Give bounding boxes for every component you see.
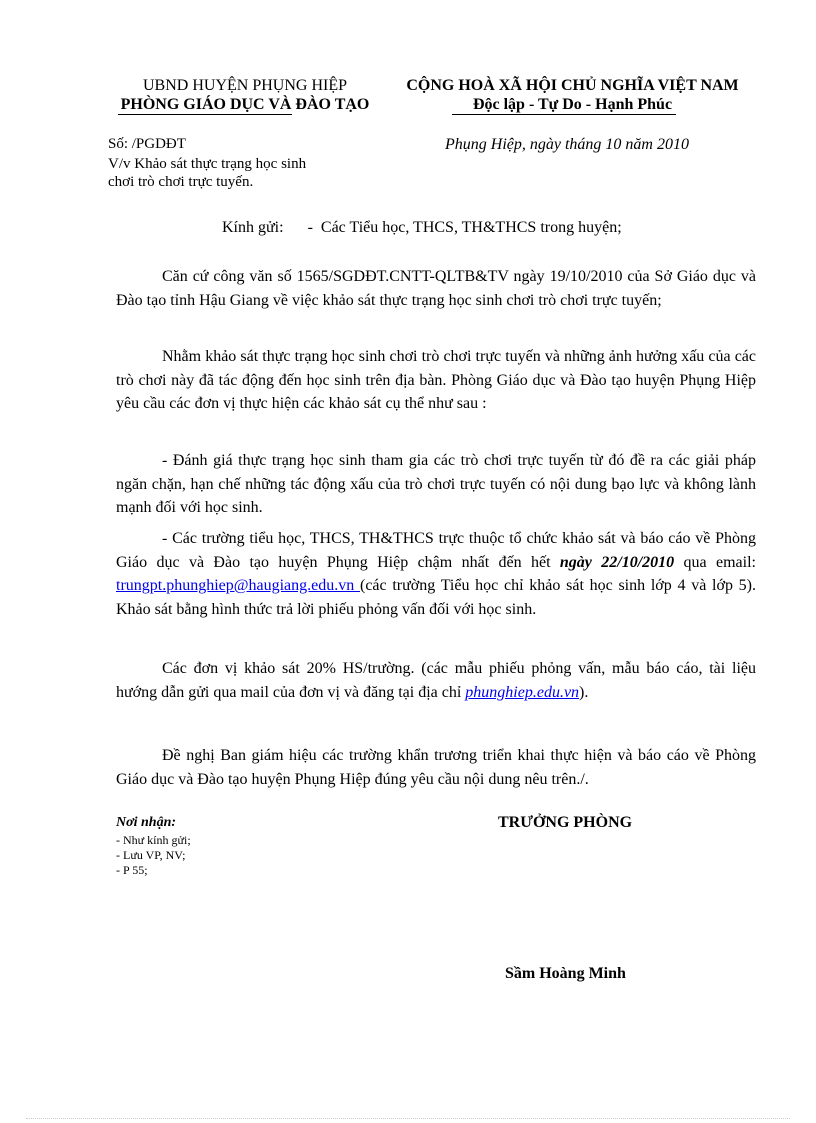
website-link[interactable]: phunghiep.edu.vn xyxy=(465,683,580,701)
paragraph-basis: Căn cứ công văn số 1565/SGDĐT.CNTT-QLTB&TV ngày 19/10/2010 của Sở Giáo dục và Đào tạo tỉnh Hậu Giang về việc khảo sát thực trạng học sinh chơi trò chơi trực tuyến; xyxy=(116,268,756,309)
recipients-title: Nơi nhận: xyxy=(116,815,177,830)
signer-title: TRƯỞNG PHÒNG xyxy=(498,814,633,831)
sample-text-b: ). xyxy=(579,683,589,701)
paragraph-sample xyxy=(116,657,756,704)
page-bottom-border xyxy=(26,1118,790,1119)
document-number: Số: /PGDĐT xyxy=(108,136,186,152)
recipients-list xyxy=(116,833,316,878)
deadline-date: ngày 22/10/2010 xyxy=(559,553,675,571)
motto-underline xyxy=(452,114,676,115)
recipient-item: - Lưu VP, NV; xyxy=(116,848,186,862)
task-2-text-b: qua email: xyxy=(674,553,764,571)
subject-line-1: V/v Khảo sát thực trạng học sinh xyxy=(108,156,307,172)
task-2-text-a: - Các trường tiểu học, THCS, TH&THCS trực thuộc tổ chức khảo sát và báo cáo về Phòng Giáo dục và Đào tạo huyện Phụng Hiệp chậm nhất đến hết xyxy=(116,530,756,571)
recipient-item: - P 55; xyxy=(116,863,148,877)
agency-parent: UBND HUYỆN PHỤNG HIỆP xyxy=(143,77,347,94)
national-motto: Độc lập - Tự Do - Hạnh Phúc xyxy=(472,96,673,113)
addressee: Kính gửi: - Các Tiểu học, THCS, TH&THCS trong huyện; xyxy=(222,219,622,236)
signer-name: Sầm Hoàng Minh xyxy=(505,965,626,982)
issuing-agency xyxy=(100,76,390,114)
sample-text-a: Các đơn vị khảo sát 20% HS/trường. (các mẫu phiếu phỏng vấn, mẫu báo cáo, tài liệu hướng dẫn gửi qua mail của đơn vị và đăng tại địa chỉ xyxy=(116,660,756,701)
subject-line xyxy=(108,155,368,191)
national-title xyxy=(385,76,760,114)
paragraph-task-2 xyxy=(116,527,764,621)
paragraph-task-1: - Đánh giá thực trạng học sinh tham gia các trò chơi trực tuyến từ đó đề ra các giải pháp ngăn chặn, hạn chế những tác động xấu của trò chơi trực tuyến có nội dung bạo lực và không lành mạnh đối với học sinh. xyxy=(116,452,756,516)
recipient-item: - Như kính gửi; xyxy=(116,833,191,847)
subject-line-2: chơi trò chơi trực tuyến. xyxy=(108,174,254,190)
email-link[interactable]: trungpt.phunghiep@haugiang.edu.vn xyxy=(116,577,360,594)
task-2-text-c: (các trường Tiểu học chỉ khảo sát học sinh lớp 4 và lớp 5). Khảo sát bằng hình thức trả lời phiếu phỏng vấn đối với học sinh. xyxy=(116,577,757,618)
place-date: Phụng Hiệp, ngày tháng 10 năm 2010 xyxy=(445,136,689,153)
paragraph-request: Đề nghị Ban giám hiệu các trường khẩn trương triển khai thực hiện và báo cáo về Phòng Giáo dục và Đào tạo huyện Phụng Hiệp đúng yêu cầu nội dung nêu trên./. xyxy=(116,747,756,788)
paragraph-purpose: Nhằm khảo sát thực trạng học sinh chơi trò chơi trực tuyến và những ảnh hưởng xấu của các trò chơi này đã tác động đến học sinh trên địa bàn. Phòng Giáo dục và Đào tạo huyện Phụng Hiệp yêu cầu các đơn vị thực hiện các khảo sát cụ thể như sau : xyxy=(116,348,756,412)
agency-underline xyxy=(118,114,292,115)
agency-name: PHÒNG GIÁO DỤC VÀ ĐÀO TẠO xyxy=(120,96,370,113)
country-name: CỘNG HOÀ XÃ HỘI CHỦ NGHĨA VIỆT NAM xyxy=(406,77,739,94)
